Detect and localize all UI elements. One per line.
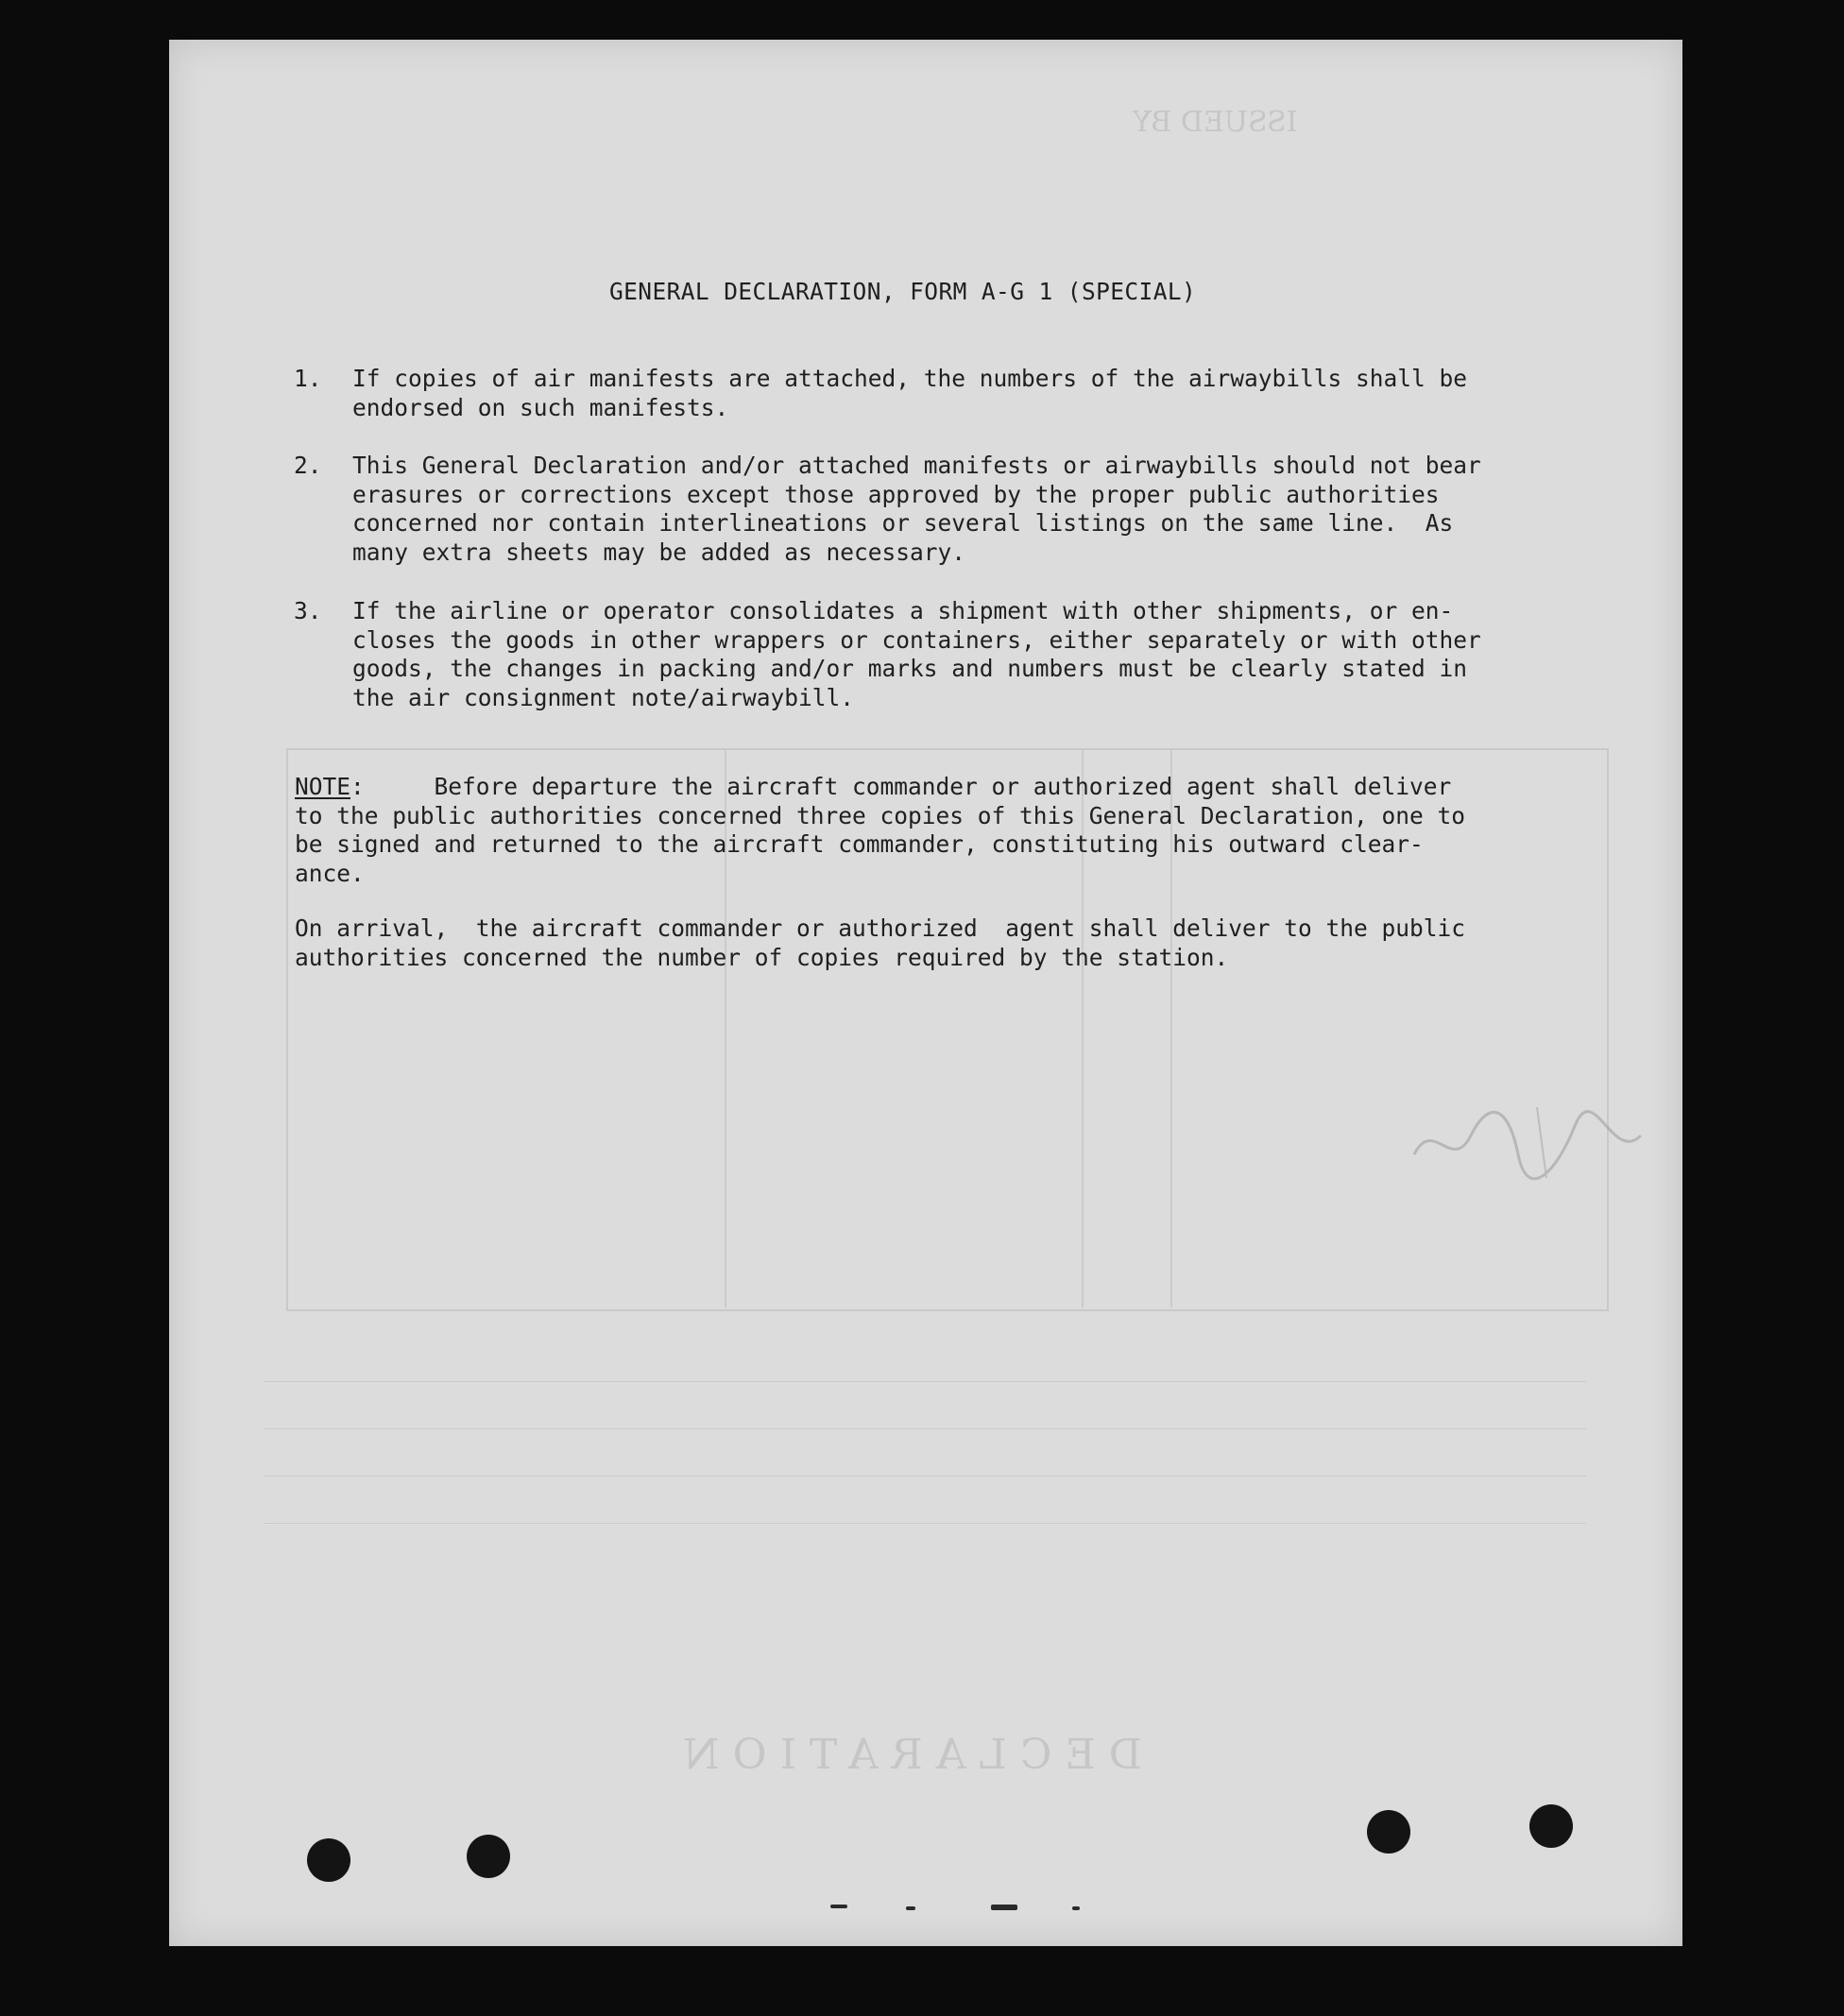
- ghost-text: DECLARATION: [670, 1731, 1142, 1779]
- ghost-rule: [264, 1428, 1586, 1429]
- note-label: NOTE: [295, 773, 351, 800]
- document-title: GENERAL DECLARATION, FORM A-G 1 (SPECIAL): [609, 278, 1197, 305]
- signature-mark: [1405, 1098, 1650, 1183]
- note-text: : Before departure the aircraft commander or authorized agent shall deliver to the public authorities concerned three copies of this General Declaration, one to be signed and returned to the aircraft commander, constituting his outward clear- ance.: [295, 773, 1466, 887]
- item-number: 1.: [294, 365, 322, 392]
- ink-smudge: [991, 1905, 1017, 1910]
- punch-hole: [467, 1835, 510, 1878]
- ink-smudge: [906, 1906, 915, 1910]
- item-text: If copies of air manifests are attached, the numbers of the airwaybills shall be endorsed on such manifests.: [352, 365, 1468, 421]
- ghost-rule: [264, 1523, 1586, 1524]
- item-number: 3.: [294, 597, 322, 624]
- note-paragraph: [295, 773, 1465, 888]
- ghost-text: ISSUED BY: [1133, 106, 1298, 139]
- arrival-paragraph: On arrival, the aircraft commander or authorized agent shall deliver to the public authorities concerned the number of copies required by the station.: [295, 914, 1466, 971]
- ink-smudge: [1072, 1906, 1080, 1910]
- punch-hole: [307, 1838, 350, 1882]
- document-page: [169, 40, 1682, 1946]
- ghost-rule: [264, 1476, 1586, 1477]
- item-text: This General Declaration and/or attached manifests or airwaybills should not bear erasures or corrections except those approved by the proper public authorities concerned nor contain interlineations or several listings on the same line. As many extra sheets may be added as necessary.: [352, 452, 1481, 566]
- punch-hole: [1529, 1804, 1573, 1848]
- punch-hole: [1367, 1810, 1410, 1854]
- ink-smudge: [830, 1905, 847, 1908]
- item-number: 2.: [294, 452, 322, 479]
- item-text: If the airline or operator consolidates a shipment with other shipments, or en- closes the goods in other wrappers or containers, either separately or with other goods, the changes in packing and/or marks and numbers must be clearly stated in the air consignment note/airwaybill.: [352, 597, 1481, 711]
- ghost-rule: [264, 1381, 1586, 1382]
